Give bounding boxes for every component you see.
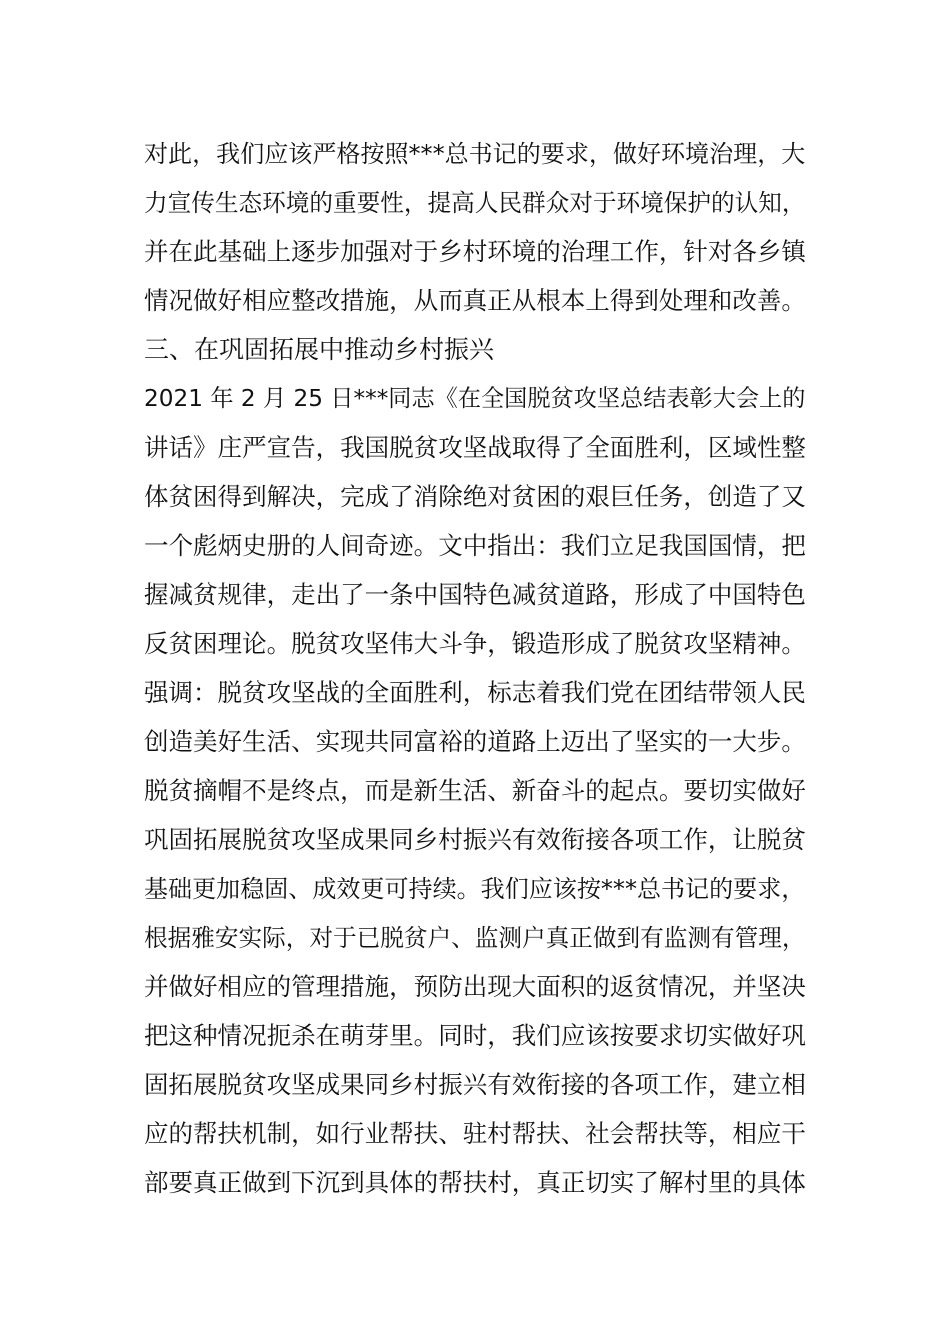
- text-line: 部要真正做到下沉到具体的帮扶村，真正切实了解村里的具体: [144, 1168, 806, 1197]
- text-line: 并在此基础上逐步加强对于乡村环境的治理工作，针对各乡镇: [144, 237, 806, 266]
- text-line: 巩固拓展脱贫攻坚成果同乡村振兴有效衔接各项工作，让脱贫: [144, 825, 806, 854]
- text-line: 强调：脱贫攻坚战的全面胜利，标志着我们党在团结带领人民: [144, 678, 806, 707]
- text-line: 对此，我们应该严格按照***总书记的要求，做好环境治理，大: [144, 140, 806, 168]
- text-line: 一个彪炳史册的人间奇迹。文中指出：我们立足我国国情，把: [144, 531, 806, 560]
- section-heading: 三、在巩固拓展中推动乡村振兴: [144, 335, 495, 364]
- text-line: 脱贫摘帽不是终点，而是新生活、新奋斗的起点。要切实做好: [144, 776, 806, 805]
- text-line: 讲话》庄严宣告，我国脱贫攻坚战取得了全面胜利，区域性整: [144, 433, 806, 462]
- text-line: 情况做好相应整改措施，从而真正从根本上得到处理和改善。: [144, 286, 806, 315]
- text-line: 应的帮扶机制，如行业帮扶、驻村帮扶、社会帮扶等，相应干: [144, 1119, 806, 1148]
- text-line: 力宣传生态环境的重要性，提高人民群众对于环境保护的认知，: [144, 189, 806, 217]
- text-line: 体贫困得到解决，完成了消除绝对贫困的艰巨任务，创造了又: [144, 482, 806, 511]
- text-line: 并做好相应的管理措施，预防出现大面积的返贫情况，并坚决: [144, 972, 806, 1001]
- text-line: 根据雅安实际，对于已脱贫户、监测户真正做到有监测有管理，: [144, 924, 806, 952]
- text-line: 反贫困理论。脱贫攻坚伟大斗争，锻造形成了脱贫攻坚精神。: [144, 629, 806, 658]
- text-line: 固拓展脱贫攻坚成果同乡村振兴有效衔接的各项工作，建立相: [144, 1070, 806, 1099]
- text-line: 握减贫规律，走出了一条中国特色减贫道路，形成了中国特色: [144, 580, 806, 609]
- text-line: 把这种情况扼杀在萌芽里。同时，我们应该按要求切实做好巩: [144, 1021, 806, 1050]
- text-line: 2021 年 2 月 25 日***同志《在全国脱贫攻坚总结表彰大会上的: [144, 385, 806, 412]
- text-line: 基础更加稳固、成效更可持续。我们应该按***总书记的要求，: [144, 875, 806, 903]
- text-line: 创造美好生活、实现共同富裕的道路上迈出了坚实的一大步。: [144, 727, 806, 756]
